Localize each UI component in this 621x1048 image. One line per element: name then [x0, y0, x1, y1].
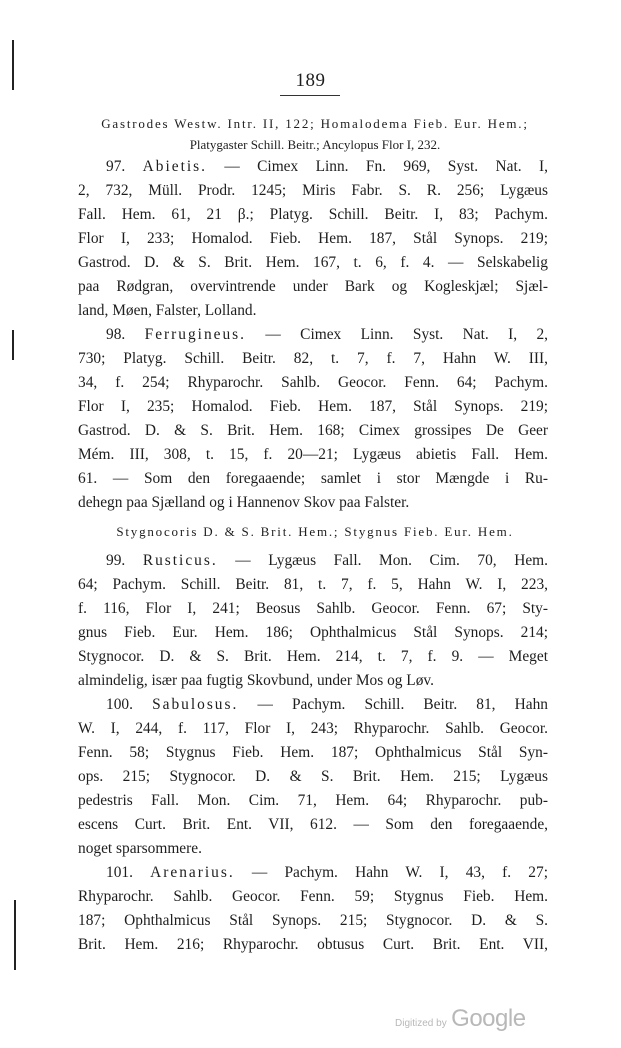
page-number: 189	[295, 70, 326, 91]
entry-line: noget sparsommere.	[78, 840, 202, 857]
entry-first-line	[78, 155, 548, 179]
entry-line: dehegn paa Sjælland og i Hannenov Skov paa Falster.	[78, 494, 410, 511]
genus-header	[60, 521, 570, 542]
entry-species-name: Abietis.	[142, 158, 207, 175]
entry-species-name: Arenarius.	[150, 864, 235, 881]
entry-line: ops. 215; Stygnocor. D. & S. Brit. Hem. 215; Lygæus	[78, 768, 548, 785]
entry-text: — Cimex Linn. Fn. 969, Syst. Nat. I,	[224, 158, 548, 175]
entry-line: paa Rødgran, overvintrende under Bark og Kogleskjæl; Sjæl-	[78, 278, 548, 295]
entry-line: W. I, 244, f. 117, Flor I, 243; Rhyparochr. Sahlb. Geocor.	[78, 720, 548, 737]
entry-first-line	[78, 549, 548, 573]
entry-line: Gastrod. D. & S. Brit. Hem. 168; Cimex grossipes De Geer	[78, 422, 548, 439]
entry-text: — Pachym. Hahn W. I, 43, f. 27;	[251, 864, 548, 881]
entry-line: 34, f. 254; Rhyparochr. Sahlb. Geocor. Fenn. 64; Pachym.	[78, 374, 548, 391]
digitized-watermark	[395, 1005, 526, 1033]
entry-first-line	[78, 323, 548, 347]
entry-line: Flor I, 233; Homalod. Fieb. Hem. 187, Stål Synops. 219;	[78, 230, 548, 247]
entry-species-name: Sabulosus.	[152, 696, 239, 713]
entry-line: 2, 732, Müll. Prodr. 1245; Miris Fabr. S. R. 256; Lygæus	[78, 182, 548, 199]
google-logo: Google	[451, 1005, 526, 1032]
entry-line: land, Møen, Falster, Lolland.	[78, 302, 257, 319]
entry-species-name: Ferrugineus.	[144, 326, 247, 343]
entry-text: — Pachym. Schill. Beitr. 81, Hahn	[257, 696, 548, 713]
entry-first-line	[78, 693, 548, 717]
entry-line: Gastrod. D. & S. Brit. Hem. 167, t. 6, f. 4. — Selskabelig	[78, 254, 548, 271]
genus-header	[60, 113, 570, 155]
entry-text: — Cimex Linn. Syst. Nat. I, 2,	[265, 326, 548, 343]
genus-header-line: Platygaster Schill. Beitr.; Ancylopus Flor I, 232.	[189, 137, 441, 152]
binding-edge-mark	[14, 900, 16, 970]
entry-line: 187; Ophthalmicus Stål Synops. 215; Stygnocor. D. & S.	[78, 912, 548, 929]
genus-header-line: Gastrodes Westw. Intr. II, 122; Homalodema Fieb. Eur. Hem.;	[101, 116, 529, 131]
binding-edge-mark	[12, 330, 14, 360]
entry-line: Flor I, 235; Homalod. Fieb. Hem. 187, Stål Synops. 219;	[78, 398, 548, 415]
entry-number: 97.	[106, 158, 126, 175]
entry-text: — Lygæus Fall. Mon. Cim. 70, Hem.	[235, 552, 548, 569]
entry-line: gnus Fieb. Eur. Hem. 186; Ophthalmicus Stål Synops. 214;	[78, 624, 548, 641]
entry-line: Mém. III, 308, t. 15, f. 20—21; Lygæus abietis Fall. Hem.	[78, 446, 548, 463]
entry-line: Brit. Hem. 216; Rhyparochr. obtusus Curt. Brit. Ent. VII,	[78, 936, 548, 953]
watermark-caption: Digitized by	[395, 1018, 447, 1029]
entry-line: Rhyparochr. Sahlb. Geocor. Fenn. 59; Stygnus Fieb. Hem.	[78, 888, 548, 905]
entry-line: Fenn. 58; Stygnus Fieb. Hem. 187; Ophthalmicus Stål Syn-	[78, 744, 548, 761]
entry-number: 98.	[106, 326, 126, 343]
entry-line: 64; Pachym. Schill. Beitr. 81, t. 7, f. 5, Hahn W. I, 223,	[78, 576, 548, 593]
entry-line: f. 116, Flor I, 241; Beosus Sahlb. Geocor. Fenn. 67; Sty-	[78, 600, 548, 617]
entry-line: escens Curt. Brit. Ent. VII, 612. — Som den foregaaende,	[78, 816, 548, 833]
entry-number: 100.	[106, 696, 133, 713]
entry-line: 61. — Som den foregaaende; samlet i stor Mængde i Ru-	[78, 470, 548, 487]
entry-line: 730; Platyg. Schill. Beitr. 82, t. 7, f. 7, Hahn W. III,	[78, 350, 548, 367]
entry-line: almindelig, især paa fugtig Skovbund, under Mos og Løv.	[78, 672, 434, 689]
entry-line: Stygnocor. D. & S. Brit. Hem. 214, t. 7, f. 9. — Meget	[78, 648, 548, 665]
page-number-underline	[280, 95, 340, 96]
genus-header-line: Stygnocoris D. & S. Brit. Hem.; Stygnus Fieb. Eur. Hem.	[116, 524, 514, 539]
entry-species-name: Rusticus.	[142, 552, 218, 569]
entry-number: 99.	[106, 552, 126, 569]
entry-line: pedestris Fall. Mon. Cim. 71, Hem. 64; Rhyparochr. pub-	[78, 792, 548, 809]
entry-first-line	[78, 861, 548, 885]
entry-line: Fall. Hem. 61, 21 β.; Platyg. Schill. Beitr. I, 83; Pachym.	[78, 206, 548, 223]
entry-number: 101.	[106, 864, 133, 881]
